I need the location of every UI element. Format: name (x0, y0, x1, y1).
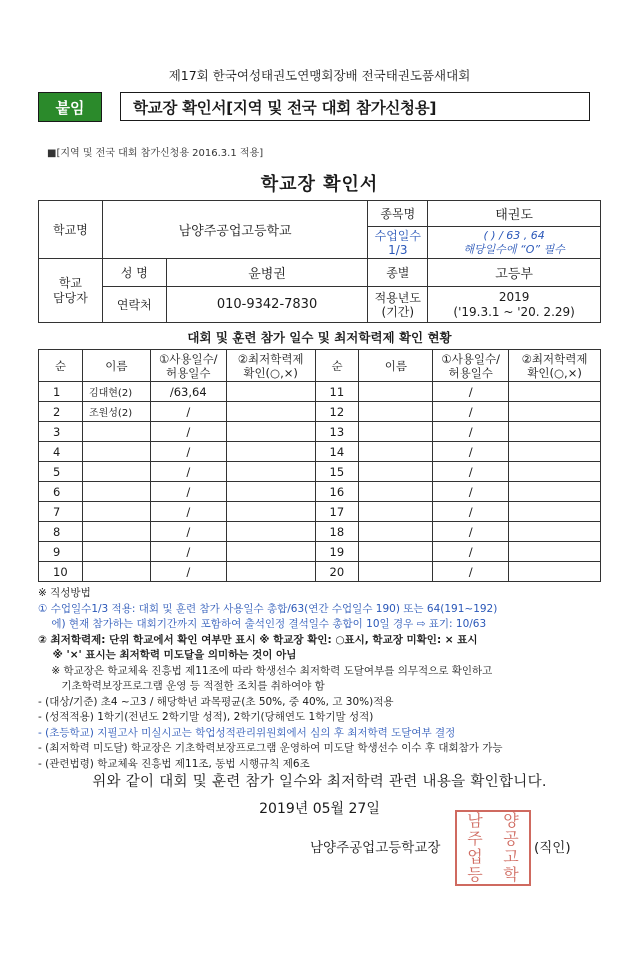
row-days-right: / (433, 542, 509, 562)
note-line: - (최저학력 미도달) 학교장은 기초학력보장프로그램 운영하여 미도달 학생선수 이수 후 대회참가 가능 (38, 742, 503, 754)
note-line: 에) 현재 참가하는 대회기간까지 포함하여 출석인정 결석일수 총합이 10일 경우 ⇨ 표기: 10/63 (38, 618, 487, 630)
row-num: 1 (39, 382, 83, 402)
attendance-label-1: 수업일수 (374, 228, 421, 243)
row-name-right (359, 542, 433, 562)
row-num-right: 19 (315, 542, 359, 562)
row-num: 10 (39, 562, 83, 582)
school-seal (455, 810, 531, 886)
sport-value: 태권도 (428, 201, 601, 227)
principal-name: 남양주공업고등학교장 (310, 840, 441, 856)
row-name (82, 482, 150, 502)
row-days: / (150, 502, 226, 522)
row-min (226, 482, 315, 502)
seal-char: 주 (467, 829, 483, 848)
row-days: / (150, 422, 226, 442)
sport-label: 종목명 (368, 201, 428, 227)
year-value: 2019 (498, 289, 530, 304)
table-row (39, 422, 601, 442)
row-days-right: / (433, 422, 509, 442)
name-value: 윤병권 (166, 259, 368, 287)
row-days-right: / (433, 382, 509, 402)
roster-table (38, 349, 601, 582)
row-min (226, 382, 315, 402)
row-num: 9 (39, 542, 83, 562)
row-name-right (359, 482, 433, 502)
row-name: 김대현(2) (82, 382, 150, 402)
header-days-1-right: ①사용일수/ (441, 351, 501, 366)
row-min (226, 542, 315, 562)
row-num-right: 13 (315, 422, 359, 442)
row-name (82, 442, 150, 462)
attendance-label (368, 227, 428, 259)
row-min-right (509, 562, 601, 582)
row-days: / (150, 522, 226, 542)
attachment-badge: 붙임 (38, 92, 102, 122)
header-name-right: 이름 (359, 350, 433, 382)
row-min (226, 522, 315, 542)
table-row (39, 542, 601, 562)
row-min-right (509, 402, 601, 422)
row-name-right (359, 422, 433, 442)
row-days-right: / (433, 502, 509, 522)
table-row (39, 502, 601, 522)
row-num-right: 17 (315, 502, 359, 522)
row-num-right: 11 (315, 382, 359, 402)
row-num: 7 (39, 502, 83, 522)
note-line: ① 수업일수1/3 적용: 대회 및 훈련 참가 사용일수 총합/63(연간 수업일수 190) 또는 64(191~192) (38, 602, 498, 615)
row-num-right: 18 (315, 522, 359, 542)
row-num: 8 (39, 522, 83, 542)
row-num: 4 (39, 442, 83, 462)
row-min (226, 442, 315, 462)
row-num-right: 14 (315, 442, 359, 462)
note-line: ※ 학교장은 학교체육 진흥법 제11조에 따라 학생선수 최저학력 도달여부를 의무적으로 확인하고 (38, 664, 493, 677)
row-num: 2 (39, 402, 83, 422)
seal-char: 업 (467, 847, 483, 866)
row-name (82, 542, 150, 562)
row-name-right (359, 382, 433, 402)
table-row (39, 482, 601, 502)
row-name-right (359, 502, 433, 522)
confirmation-date: 2019년 05월 27일 (259, 801, 380, 817)
year-label-1: 적용년도 (374, 290, 421, 305)
seal-char: 공 (503, 829, 519, 848)
row-num-right: 12 (315, 402, 359, 422)
row-min (226, 562, 315, 582)
division-label: 종별 (368, 259, 428, 287)
row-days: /63,64 (150, 382, 226, 402)
header-days-1: ①사용일수/ (158, 351, 218, 366)
note-line: ② 최저학력제: 단위 학교에서 확인 여부만 표시 ※ 학교장 확인: ○표시, 학교장 미확인: × 표시 (38, 633, 478, 646)
seal-label: (직인) (534, 840, 571, 856)
row-days-right: / (433, 402, 509, 422)
year-label (368, 287, 428, 323)
row-days-right: / (433, 462, 509, 482)
confirmation-text: 위와 같이 대회 및 훈련 참가 일수와 최저학력 관련 내용을 확인합니다. (92, 774, 547, 790)
name-label: 성 명 (102, 259, 166, 287)
row-name (82, 562, 150, 582)
seal-char: 남 (467, 811, 483, 830)
year-value-cell (428, 287, 601, 323)
attendance-value: ( ) / 63 , 64 (483, 228, 545, 242)
row-num: 5 (39, 462, 83, 482)
row-days-right: / (433, 562, 509, 582)
row-min-right (509, 462, 601, 482)
table-row (39, 522, 601, 542)
contact-label: 연락처 (102, 287, 166, 323)
info-table (38, 200, 601, 323)
notes-section (38, 586, 618, 772)
row-name (82, 422, 150, 442)
teacher-label (39, 259, 103, 323)
seal-char: 등 (467, 865, 483, 884)
row-min-right (509, 482, 601, 502)
note-line: - (관련법령) 학교체육 진흥법 제11조, 동법 시행규칙 제6조 (38, 757, 310, 770)
seal-char: 양 (503, 811, 519, 830)
header-min-1: ②최저학력제 (237, 351, 304, 366)
row-num-right: 16 (315, 482, 359, 502)
row-min (226, 502, 315, 522)
row-name-right (359, 442, 433, 462)
header-num-right: 순 (315, 350, 359, 382)
row-name-right (359, 462, 433, 482)
row-name: 조원성(2) (82, 402, 150, 422)
table-row (39, 462, 601, 482)
row-num-right: 15 (315, 462, 359, 482)
row-name (82, 462, 150, 482)
row-num: 3 (39, 422, 83, 442)
row-days: / (150, 442, 226, 462)
row-name-right (359, 402, 433, 422)
note-line: 기초학력보장프로그램 운영 등 적절한 조치를 취하여야 함 (38, 680, 325, 692)
row-days: / (150, 562, 226, 582)
header-name: 이름 (82, 350, 150, 382)
note-line: - (초등학교) 지필고사 미실시교는 학업성적관리위원회에서 심의 후 최저학력 도달여부 결정 (38, 726, 456, 739)
row-min-right (509, 502, 601, 522)
seal-char: 고 (503, 847, 519, 866)
row-name-right (359, 522, 433, 542)
row-min-right (509, 522, 601, 542)
row-num: 6 (39, 482, 83, 502)
row-min-right (509, 382, 601, 402)
row-min (226, 462, 315, 482)
row-name (82, 502, 150, 522)
attendance-note: 해당일수에 “O” 필수 (463, 242, 565, 256)
teacher-label-2: 담당자 (53, 290, 88, 305)
year-label-2: (기간) (381, 304, 415, 319)
table-row (39, 442, 601, 462)
table-row (39, 562, 601, 582)
section-title: 대회 및 훈련 참가 일수 및 최저학력제 확인 현황 (187, 330, 452, 345)
school-label: 학교명 (39, 201, 103, 259)
division-value: 고등부 (428, 259, 601, 287)
row-min (226, 402, 315, 422)
header-days (150, 350, 226, 382)
period-value: ('19.3.1 ~ '20. 2.29) (453, 304, 575, 319)
table-row (39, 402, 601, 422)
row-name (82, 522, 150, 542)
header-box (38, 92, 590, 122)
header-min (226, 350, 315, 382)
header-days-2: 허용일수 (166, 365, 211, 380)
row-days-right: / (433, 442, 509, 462)
row-min-right (509, 542, 601, 562)
header-min-2: 확인(○,×) (243, 365, 298, 380)
header-days-2-right: 허용일수 (448, 365, 493, 380)
row-name-right (359, 562, 433, 582)
row-min-right (509, 422, 601, 442)
row-days: / (150, 482, 226, 502)
application-note: ■[지역 및 전국 대회 참가신청용 2016.3.1 적용] (47, 148, 264, 159)
roster-header-row (39, 350, 601, 382)
note-line: - (성적적용) 1학기(전년도 2학기말 성적), 2학기(당해연도 1학기말 성적) (38, 711, 374, 723)
row-min-right (509, 442, 601, 462)
header-min-1-right: ②최저학력제 (521, 351, 588, 366)
header-days-right (433, 350, 509, 382)
event-title: 제17회 한국여성태권도연맹회장배 전국태권도품새대회 (168, 68, 471, 83)
row-days: / (150, 402, 226, 422)
table-row (39, 382, 601, 402)
attendance-label-2: 1/3 (388, 242, 408, 257)
row-days: / (150, 542, 226, 562)
main-title: 학교장 확인서 (260, 174, 379, 195)
note-line: - (대상/기준) 초4 ~고3 / 해당학년 과목평균(초 50%, 중 40%, 고 30%)적용 (38, 695, 394, 708)
row-days-right: / (433, 482, 509, 502)
seal-char: 학 (503, 865, 519, 884)
row-days: / (150, 462, 226, 482)
school-name: 남양주공업고등학교 (102, 201, 367, 259)
note-line: ※ '×' 표시는 최저학력 미도달을 의미하는 것이 아님 (38, 649, 297, 661)
teacher-label-1: 학교 (58, 275, 83, 290)
row-num-right: 20 (315, 562, 359, 582)
row-days-right: / (433, 522, 509, 542)
note-line: ※ 직성방법 (38, 587, 91, 599)
header-num: 순 (39, 350, 83, 382)
header-title: 학교장 확인서[지역 및 전국 대회 참가신청용] (120, 92, 590, 121)
row-min (226, 422, 315, 442)
header-min-right (509, 350, 601, 382)
header-min-2-right: 확인(○,×) (527, 365, 582, 380)
contact-value: 010-9342-7830 (166, 287, 368, 323)
attendance-value-cell (428, 227, 601, 259)
